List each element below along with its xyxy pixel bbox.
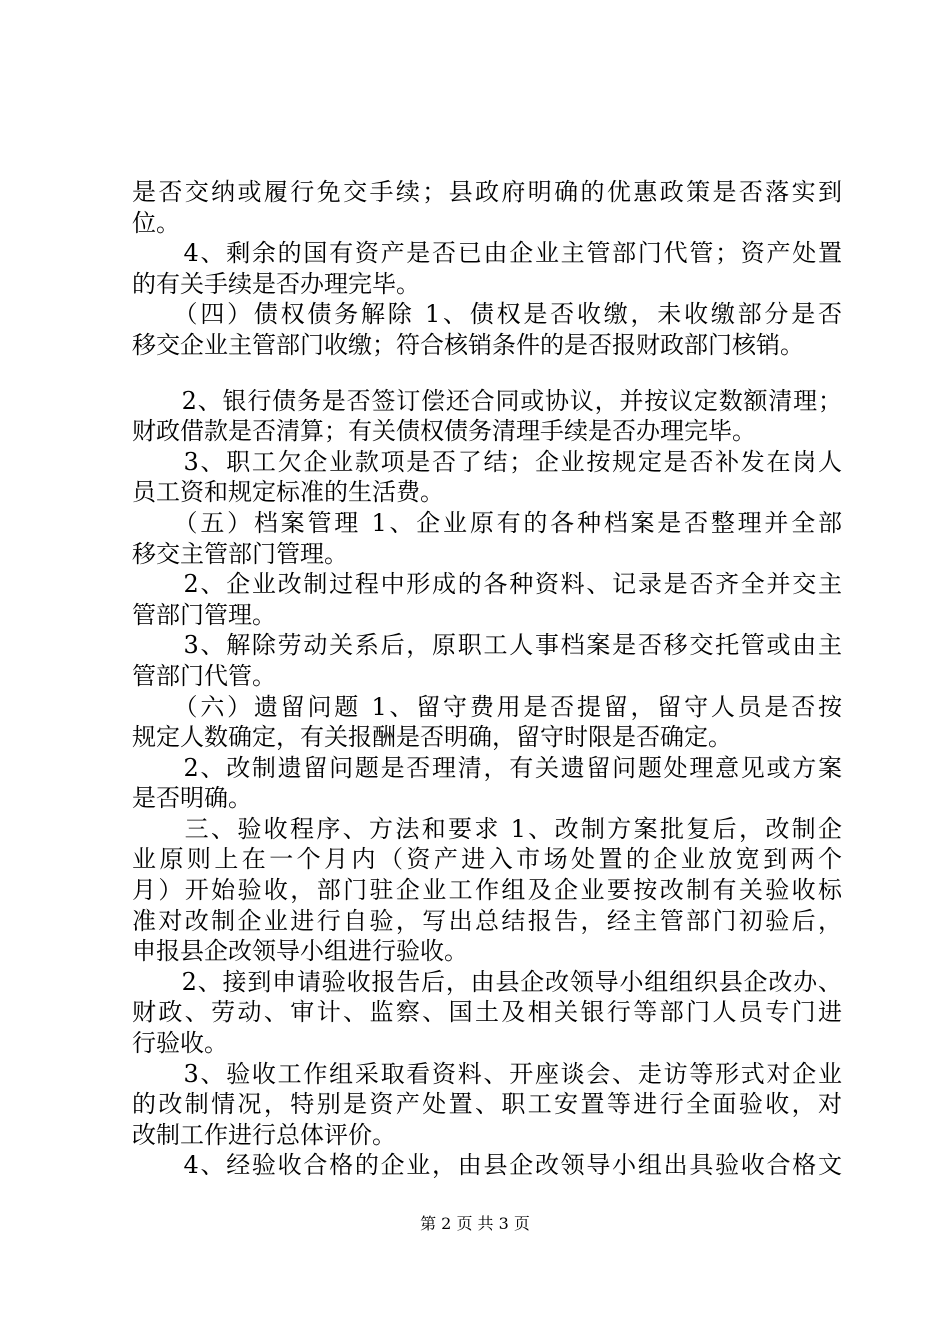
text-line: 2、改制遗留问题是否理清，有关遗留问题处理意见或方案 — [132, 753, 842, 782]
text-line: 2、企业改制过程中形成的各种资料、记录是否齐全并交主 — [132, 570, 842, 599]
text-line: 员工资和规定标准的生活费。 — [132, 478, 444, 507]
text-line: 移交企业主管部门收缴；符合核销条件的是否报财政部门核销。 — [132, 330, 804, 359]
text-line: 管部门管理。 — [132, 600, 276, 629]
page-number-footer: 第 2 页 共 3 页 — [420, 1214, 530, 1233]
text-line: 移交主管部门管理。 — [132, 539, 348, 568]
text-line: （四）债权债务解除 1、债权是否收缴，未收缴部分是否 — [132, 300, 842, 329]
text-line: 4、经验收合格的企业，由县企改领导小组出具验收合格文 — [132, 1151, 842, 1180]
text-line: （五）档案管理 1、企业原有的各种档案是否整理并全部 — [132, 508, 842, 537]
text-line: 三、验收程序、方法和要求 1、改制方案批复后，改制企 — [132, 814, 842, 843]
text-line: 3、解除劳动关系后，原职工人事档案是否移交托管或由主 — [132, 631, 842, 660]
text-line: 是否交纳或履行免交手续；县政府明确的优惠政策是否落实到 — [132, 178, 842, 206]
text-line: （六）遗留问题 1、留守费用是否提留，留守人员是否按 — [132, 692, 842, 721]
text-line: 财政、劳动、审计、监察、国土及相关银行等部门人员专门进 — [132, 998, 842, 1027]
text-line: 3、职工欠企业款项是否了结；企业按规定是否补发在岗人 — [132, 447, 842, 476]
text-line: 4、剩余的国有资产是否已由企业主管部门代管；资产处置 — [132, 239, 842, 268]
document-body — [132, 177, 842, 1181]
text-line: 申报县企改领导小组进行验收。 — [132, 937, 468, 966]
text-line: 业原则上在一个月内（资产进入市场处置的企业放宽到两个 — [132, 845, 842, 874]
text-line: 位。 — [132, 208, 180, 237]
text-line: 的改制情况，特别是资产处置、职工安置等进行全面验收，对 — [132, 1090, 842, 1119]
text-line: 的有关手续是否办理完毕。 — [132, 269, 420, 298]
text-line: 3、验收工作组采取看资料、开座谈会、走访等形式对企业 — [132, 1059, 842, 1088]
text-line: 2、银行债务是否签订偿还合同或协议，并按议定数额清理； — [132, 386, 842, 415]
text-line: 改制工作进行总体评价。 — [132, 1120, 396, 1149]
text-line: 2、接到申请验收报告后，由县企改领导小组组织县企改办、 — [132, 967, 842, 996]
text-line: 准对改制企业进行自验，写出总结报告，经主管部门初验后， — [132, 906, 842, 935]
text-line: 财政借款是否清算；有关债权债务清理手续是否办理完毕。 — [132, 417, 756, 446]
text-line: 月）开始验收，部门驻企业工作组及企业要按改制有关验收标 — [132, 876, 842, 905]
text-line: 是否明确。 — [132, 784, 252, 813]
text-line: 行验收。 — [132, 1029, 228, 1058]
text-line: 规定人数确定，有关报酬是否明确，留守时限是否确定。 — [132, 723, 732, 752]
text-line: 管部门代管。 — [132, 661, 276, 690]
